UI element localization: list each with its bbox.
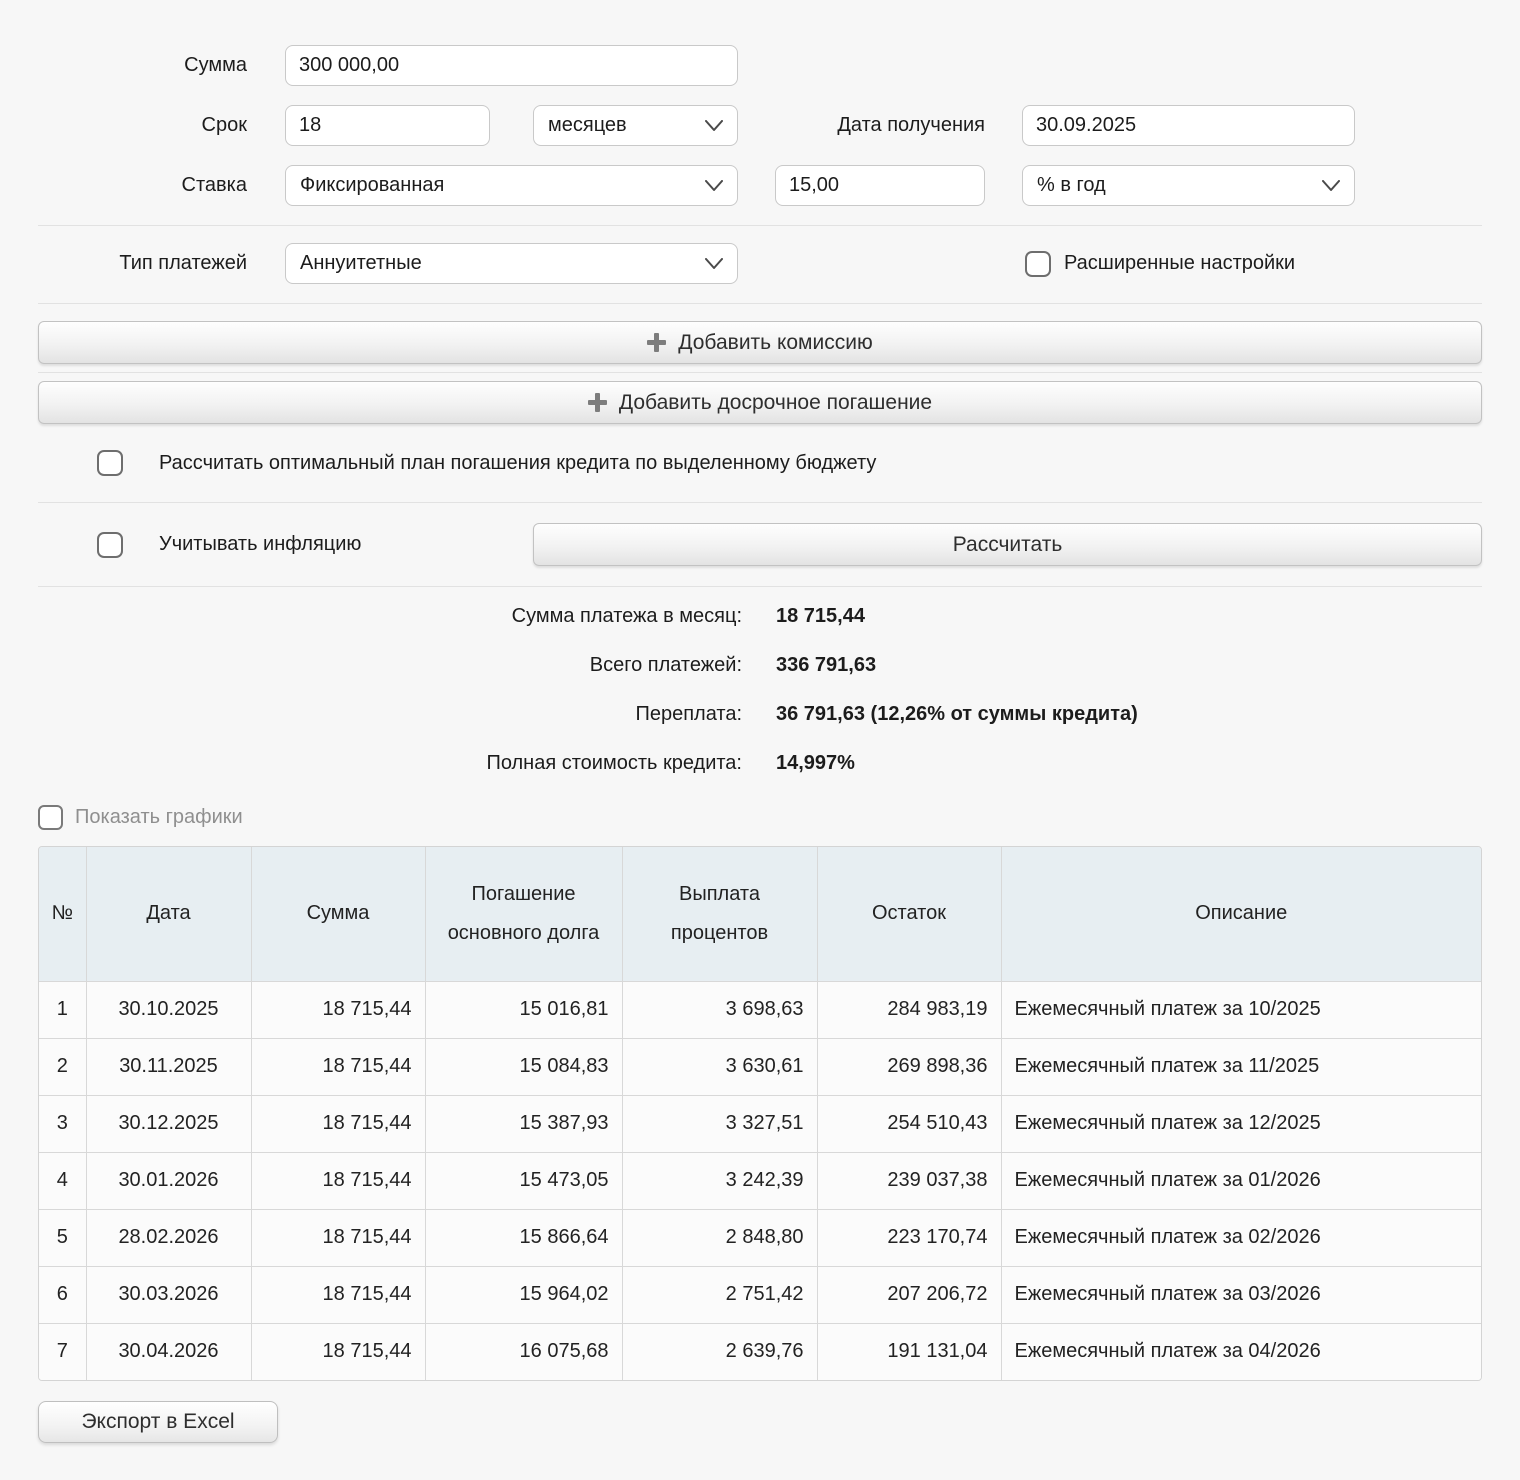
term-unit-select[interactable] [533,105,738,146]
cell-interest: 2 751,42 [622,1266,817,1323]
cell-date: 30.04.2026 [86,1323,251,1380]
result-overpayment [38,703,1482,726]
add-commission-button[interactable] [38,321,1482,364]
loan-calculator [38,0,1482,1443]
rate-type-value: Фиксированная [300,174,445,196]
result-value: 336 791,63 [776,654,877,676]
cell-num: 6 [39,1266,86,1323]
cell-description: Ежемесячный платеж за 11/2025 [1001,1038,1481,1095]
optimal-plan-row [38,450,1482,476]
show-charts-label: Показать графики [75,806,243,828]
divider [38,303,1482,304]
cell-date: 28.02.2026 [86,1209,251,1266]
chevron-down-icon [705,120,723,132]
term-unit-value: месяцев [548,114,627,136]
result-label: Полная стоимость кредита: [486,752,742,774]
cell-amount: 18 715,44 [251,1095,425,1152]
cell-date: 30.03.2026 [86,1266,251,1323]
col-num: № [39,847,86,981]
cell-balance: 239 037,38 [817,1152,1001,1209]
optimal-plan-checkbox[interactable] [97,450,123,476]
cell-description: Ежемесячный платеж за 12/2025 [1001,1095,1481,1152]
rate-value-input[interactable] [775,165,985,206]
divider [38,502,1482,503]
divider [38,372,1482,373]
col-description: Описание [1001,847,1481,981]
cell-amount: 18 715,44 [251,1323,425,1380]
payment-type-label: Тип платежей [119,252,247,274]
amount-label: Сумма [184,54,247,76]
add-early-repayment-label: Добавить досрочное погашение [618,390,933,414]
cell-date: 30.11.2025 [86,1038,251,1095]
result-label: Всего платежей: [589,654,742,676]
inflation-checkbox[interactable] [97,532,123,558]
table-row [39,1038,1481,1095]
issue-date-label: Дата получения [837,114,985,136]
cell-balance: 284 983,19 [817,981,1001,1038]
rate-label: Ставка [181,174,247,196]
result-full-cost [38,752,1482,775]
cell-interest: 2 639,76 [622,1323,817,1380]
chevron-down-icon [705,180,723,192]
plus-icon [588,393,607,412]
add-commission-label: Добавить комиссию [678,330,873,354]
col-date: Дата [86,847,251,981]
payment-type-select[interactable] [285,243,738,284]
cell-principal: 15 473,05 [425,1152,622,1209]
col-amount: Сумма [251,847,425,981]
cell-interest: 3 327,51 [622,1095,817,1152]
add-early-repayment-button[interactable] [38,381,1482,424]
result-value: 14,997% [776,752,855,774]
amount-row [38,45,1482,86]
chevron-down-icon [1322,180,1340,192]
advanced-settings-checkbox[interactable] [1025,251,1051,277]
cell-principal: 15 866,64 [425,1209,622,1266]
cell-amount: 18 715,44 [251,1152,425,1209]
table-row [39,1266,1481,1323]
cell-principal: 15 016,81 [425,981,622,1038]
advanced-settings-label: Расширенные настройки [1064,252,1296,274]
export-excel-button[interactable] [38,1401,278,1443]
result-monthly-payment [38,605,1482,628]
table-row [39,981,1481,1038]
cell-date: 30.01.2026 [86,1152,251,1209]
amount-input[interactable] [285,45,738,86]
payments-table [38,846,1482,1381]
table-row [39,1095,1481,1152]
rate-type-select[interactable] [285,165,738,206]
col-interest: Выплата процентов [622,847,817,981]
export-excel-label: Экспорт в Excel [81,1410,235,1433]
cell-date: 30.12.2025 [86,1095,251,1152]
result-label: Переплата: [635,703,742,725]
term-row [38,105,1482,146]
term-input[interactable] [285,105,490,146]
cell-amount: 18 715,44 [251,981,425,1038]
calculate-button[interactable] [533,523,1482,566]
cell-num: 5 [39,1209,86,1266]
result-total-payments [38,654,1482,677]
calculate-label: Рассчитать [952,532,1063,556]
rate-row [38,165,1482,206]
cell-description: Ежемесячный платеж за 04/2026 [1001,1323,1481,1380]
cell-interest: 3 242,39 [622,1152,817,1209]
cell-principal: 16 075,68 [425,1323,622,1380]
cell-amount: 18 715,44 [251,1209,425,1266]
rate-unit-select[interactable] [1022,165,1355,206]
cell-amount: 18 715,44 [251,1038,425,1095]
table-row [39,1152,1481,1209]
cell-balance: 223 170,74 [817,1209,1001,1266]
table-row [39,1323,1481,1380]
cell-num: 2 [39,1038,86,1095]
cell-date: 30.10.2025 [86,981,251,1038]
inflation-label: Учитывать инфляцию [159,533,362,555]
cell-num: 3 [39,1095,86,1152]
show-charts-checkbox[interactable] [38,805,63,830]
cell-balance: 254 510,43 [817,1095,1001,1152]
cell-principal: 15 084,83 [425,1038,622,1095]
issue-date-input[interactable] [1022,105,1355,146]
cell-balance: 207 206,72 [817,1266,1001,1323]
cell-description: Ежемесячный платеж за 02/2026 [1001,1209,1481,1266]
cell-num: 4 [39,1152,86,1209]
table-header-row [39,847,1481,981]
divider [38,225,1482,226]
result-value: 36 791,63 (12,26% от суммы кредита) [776,703,1138,725]
chevron-down-icon [705,258,723,270]
divider [38,586,1482,587]
result-value: 18 715,44 [776,605,865,627]
cell-balance: 191 131,04 [817,1323,1001,1380]
term-label: Срок [201,114,247,136]
cell-description: Ежемесячный платеж за 01/2026 [1001,1152,1481,1209]
cell-balance: 269 898,36 [817,1038,1001,1095]
show-charts-row [38,805,1482,830]
optimal-plan-label: Рассчитать оптимальный план погашения кредита по выделенному бюджету [159,451,877,474]
col-principal: Погашение основного долга [425,847,622,981]
cell-description: Ежемесячный платеж за 10/2025 [1001,981,1481,1038]
cell-interest: 2 848,80 [622,1209,817,1266]
cell-description: Ежемесячный платеж за 03/2026 [1001,1266,1481,1323]
plus-icon [647,333,666,352]
table-row [39,1209,1481,1266]
rate-unit-value: % в год [1037,174,1106,196]
results [38,605,1482,775]
cell-principal: 15 964,02 [425,1266,622,1323]
cell-interest: 3 630,61 [622,1038,817,1095]
cell-num: 7 [39,1323,86,1380]
payment-type-row [38,243,1482,284]
payment-type-value: Аннуитетные [300,252,422,274]
cell-amount: 18 715,44 [251,1266,425,1323]
inflation-row [38,523,1482,566]
col-balance: Остаток [817,847,1001,981]
result-label: Сумма платежа в месяц: [511,605,742,627]
cell-num: 1 [39,981,86,1038]
cell-principal: 15 387,93 [425,1095,622,1152]
cell-interest: 3 698,63 [622,981,817,1038]
